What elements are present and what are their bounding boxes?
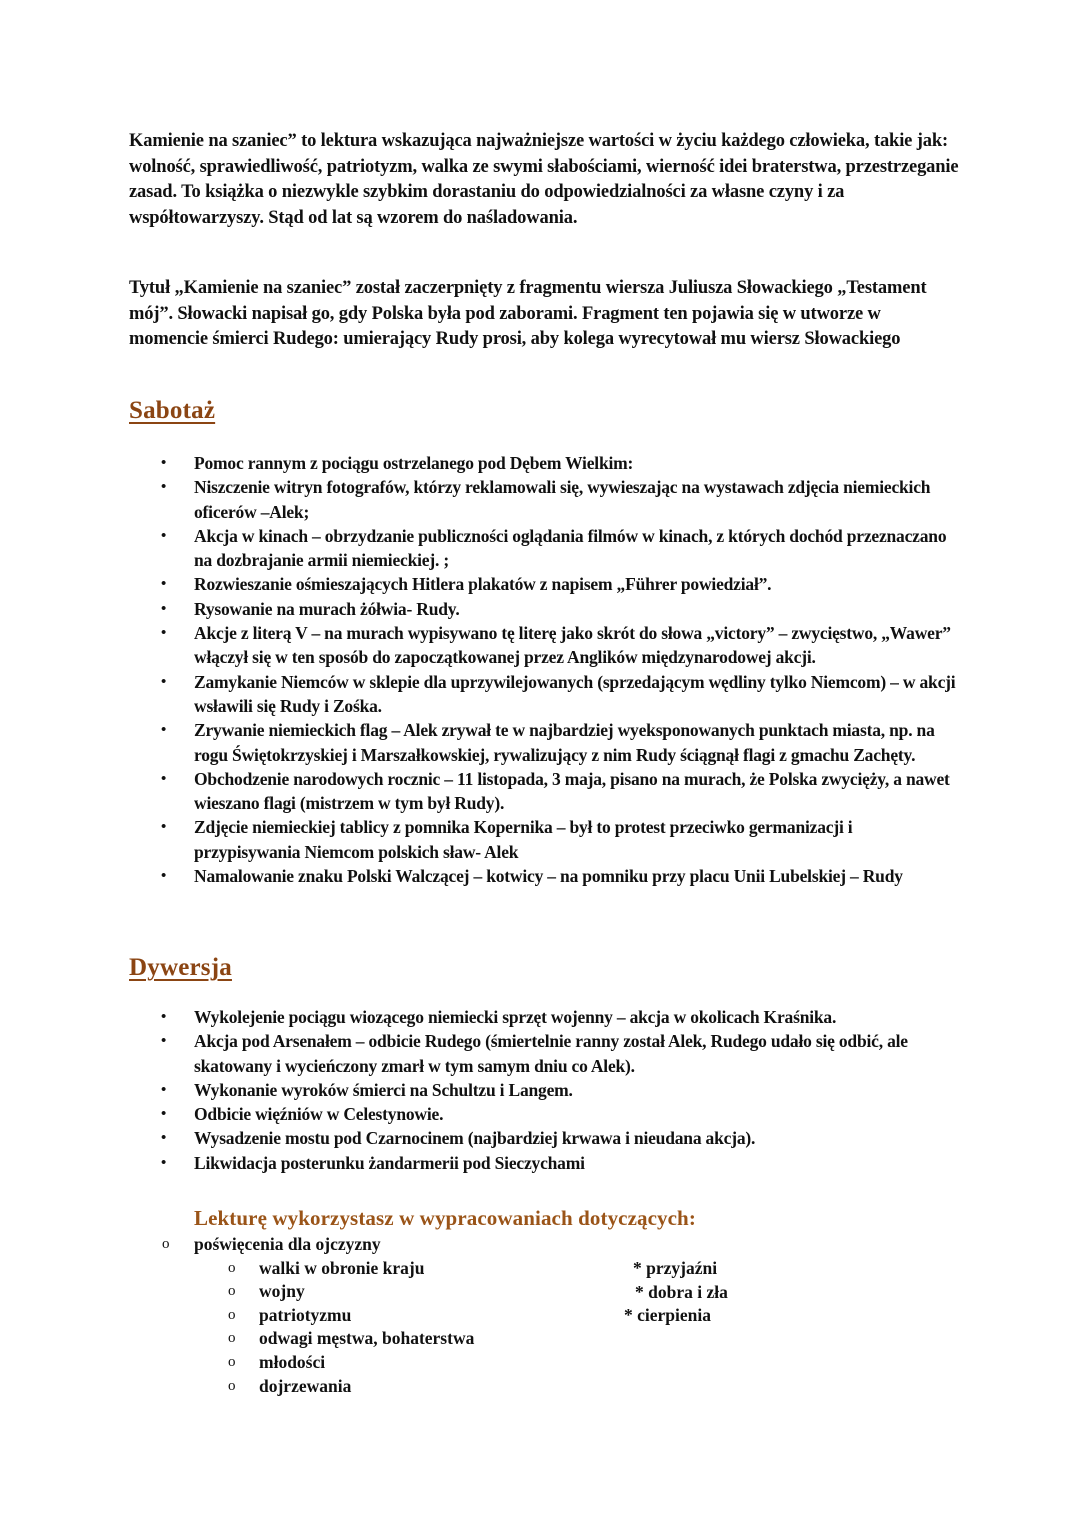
list-item-text: Akcje z literą V – na murach wypisywano tę literę jako skrót do słowa „victory” – zwycięstwo, „Wawer” włączył się w ten sposób do zapoczątkowanej przez Anglików międzynarodowej akcji. — [194, 623, 951, 668]
list-item-text: Odbicie więźniów w Celestynowie. — [194, 1104, 444, 1125]
topic-text: odwagi męstwa, bohaterstwa — [259, 1328, 475, 1349]
list-item — [129, 1078, 959, 1102]
list-item-text: Likwidacja posterunku żandarmerii pod Sieczychami — [194, 1152, 585, 1173]
bullet-icon: • — [161, 1009, 167, 1025]
bullet-icon: • — [161, 455, 167, 471]
list-item — [129, 1005, 959, 1029]
bullet-icon: • — [161, 479, 167, 496]
list-item-text: Akcja w kinach – obrzydzanie publiczności oglądania filmów w kinach, z których dochód przeznaczano na dozbrajanie armii niemieckiej. ; — [194, 525, 947, 571]
bullet-icon: • — [161, 1130, 167, 1147]
section-heading-sabotaz: Sabotaż — [129, 397, 216, 424]
list-item-text: Niszczenie witryn fotografów, którzy reklamowali się, wywieszając na wystawach zdjęcia niemieckich oficerów –Alek; — [194, 477, 931, 522]
bullet-icon: • — [161, 527, 167, 544]
bullet-icon: • — [161, 1081, 167, 1098]
list-item — [129, 1102, 959, 1126]
topic-text: dojrzewania — [259, 1375, 352, 1396]
list-item-text: Wysadzenie mostu pod Czarnocinem (najbardziej krwawa i nieudana akcja). — [194, 1128, 756, 1149]
bullet-icon: • — [161, 625, 167, 642]
bullet-icon: • — [161, 868, 167, 885]
extra-topic: * cierpienia — [624, 1305, 711, 1326]
bullet-icon: • — [161, 1033, 167, 1050]
list-item — [129, 451, 959, 475]
list-item-text: Zrywanie niemieckich flag – Alek zrywał te w najbardziej wyeksponowanych punktach miasta, np. na rogu Świętokrzyskiej i Marszałkowskiej, rywalizujący z nim Rudy ściągnął flagi z gmachu Zachęty. — [194, 720, 935, 765]
circle-bullet-icon: o — [228, 1306, 236, 1323]
list-item — [129, 475, 959, 524]
bullet-icon: • — [161, 722, 167, 739]
list-item — [129, 767, 959, 816]
bullet-icon: • — [161, 673, 167, 690]
intro-paragraph-2: Tytuł „Kamienie na szaniec” został zaczerpnięty z fragmentu wiersza Juliusza Słowackiego „Testament mój”. Słowacki napisał go, gdy Polska była pod zaborami. Fragment ten pojawia się w utworze w momencie śmierci Rudego: umierający Rudy prosi, aby kolega wyrecytował mu wiersz Słowackiego — [129, 278, 927, 349]
list-item-text: Zamykanie Niemców w sklepie dla uprzywilejowanych (sprzedającym wędliny tylko Niemcom) – w akcji wsławili się Rudy i Zośka. — [194, 671, 956, 716]
circle-bullet-icon: o — [228, 1377, 236, 1394]
topic-text: młodości — [259, 1351, 326, 1372]
list-item-text: Obchodzenie narodowych rocznic – 11 listopada, 3 maja, pisano na murach, że Polska zwycięży, a nawet wieszano flagi (mistrzem w tym był Rudy). — [194, 768, 950, 814]
circle-bullet-icon: o — [162, 1236, 170, 1252]
list-item-text: Namalowanie znaku Polski Walczącej – kotwicy – na pomniku przy placu Unii Lubelskiej – Rudy — [194, 866, 903, 887]
list-item-text: Zdjęcie niemieckiej tablicy z pomnika Kopernika – był to protest przeciwko germanizacji i przypisywania Niemcom polskich sław- Alek — [194, 817, 853, 862]
circle-bullet-icon: o — [228, 1283, 236, 1300]
usage-heading: Lekturę wykorzystasz w wypracowaniach dotyczących: — [194, 1206, 696, 1230]
list-item — [129, 718, 959, 767]
list-item — [129, 1126, 959, 1150]
list-item — [129, 815, 959, 864]
extra-topic: * przyjaźni — [633, 1258, 718, 1278]
list-item — [129, 1151, 959, 1175]
topic-text: walki w obronie kraju — [259, 1257, 425, 1278]
list-item — [129, 524, 959, 573]
topic-text: wojny — [259, 1281, 305, 1302]
bullet-icon: • — [161, 770, 167, 787]
intro-paragraph-1: Kamienie na szaniec” to lektura wskazująca najważniejsze wartości w życiu każdego człowieka, takie jak: wolność, sprawiedliwość, patriotyzm, walka ze swymi słabościami, wierność idei braterstwa, przestrzeganie zasad. To książka o niezwykle szybkim dorastaniu do odpowiedzialności za własne czyny i za współtowarzyszy. Stąd od lat są wzorem do naśladowania. — [129, 131, 959, 228]
dywersja-list — [129, 1005, 959, 1175]
topic-text: poświęcenia dla ojczyzny — [194, 1234, 381, 1254]
extra-topic: * dobra i zła — [635, 1281, 728, 1302]
list-item — [129, 864, 959, 888]
list-item-text: Wykonanie wyroków śmierci na Schultzu i Langem. — [194, 1079, 573, 1100]
list-item — [129, 670, 959, 719]
list-item-text: Wykolejenie pociągu wiozącego niemiecki sprzęt wojenny – akcja w okolicach Kraśnika. — [194, 1007, 837, 1027]
bullet-icon: • — [161, 1154, 167, 1171]
extra-topics-list — [622, 1257, 728, 1328]
circle-bullet-icon: o — [228, 1259, 236, 1276]
circle-bullet-icon: o — [228, 1330, 236, 1347]
bullet-icon: • — [161, 1106, 167, 1123]
list-item — [129, 597, 959, 621]
list-item — [129, 572, 959, 596]
list-item-text: Rozwieszanie ośmieszających Hitlera plakatów z napisem „Führer powiedział”. — [194, 574, 772, 595]
circle-bullet-icon: o — [228, 1353, 236, 1370]
bullet-icon: • — [161, 576, 167, 593]
section-heading-dywersja: Dywersja — [129, 954, 232, 981]
sabotaz-list — [129, 451, 959, 888]
topic-text: patriotyzmu — [259, 1304, 352, 1325]
list-item — [129, 621, 959, 670]
list-item-text: Rysowanie na murach żółwia- Rudy. — [194, 598, 460, 619]
list-item-text: Akcja pod Arsenałem – odbicie Rudego (śmiertelnie ranny został Alek, Rudego udało się odbić, ale skatowany i wycieńczony zmarł w tym samym dniu co Alek). — [194, 1031, 908, 1076]
list-item — [129, 1029, 959, 1078]
bullet-icon: • — [161, 819, 167, 836]
list-item-text: Pomoc rannym z pociągu ostrzelanego pod Dębem Wielkim: — [194, 453, 634, 473]
bullet-icon: • — [161, 600, 167, 617]
